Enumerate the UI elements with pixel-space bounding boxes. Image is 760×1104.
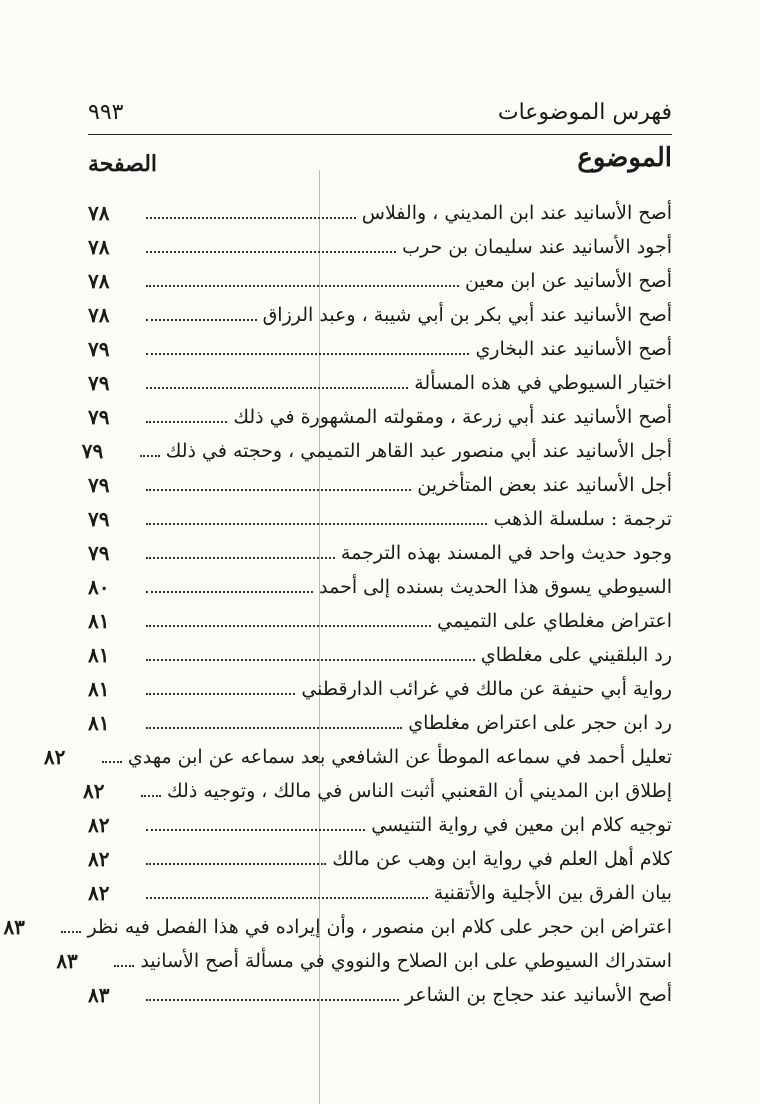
entry-page: ٧٩ (88, 541, 110, 565)
index-entry (88, 842, 672, 876)
entry-title: أصح الأسانيد عن ابن معين (464, 270, 672, 292)
entry-page: ٨٣ (88, 983, 110, 1007)
entry-title: اختيار السيوطي في هذه المسألة (414, 372, 672, 394)
index-entry (83, 774, 672, 808)
dot-leader (146, 421, 227, 423)
entry-page: ٨٣ (56, 949, 78, 973)
entry-page: ٧٩ (81, 439, 104, 463)
entry-title: أصح الأسانيد عند البخاري (475, 338, 672, 360)
entry-page: ٨٢ (43, 745, 66, 769)
dot-leader (146, 489, 411, 491)
index-entry (88, 264, 672, 298)
entry-title: إطلاق ابن المديني أن القعنبي أثبت الناس في مالك ، وتوجيه ذلك (167, 780, 672, 802)
dot-leader (146, 659, 475, 661)
dot-leader (146, 217, 356, 219)
entry-page: ٨٢ (88, 847, 110, 871)
entry-page: ٧٨ (88, 303, 110, 327)
dot-leader (146, 999, 399, 1001)
index-entry (88, 876, 672, 910)
entry-page: ٨١ (88, 711, 110, 735)
dot-leader (146, 829, 365, 831)
entry-page: ٨٢ (88, 881, 110, 905)
index-entry (43, 740, 672, 774)
entry-title: أصح الأسانيد عند حجاج بن الشاعر (404, 984, 672, 1006)
entry-page: ٧٩ (88, 405, 110, 429)
entry-page: ٧٨ (88, 201, 110, 225)
entry-title: أجل الأسانيد عند أبي منصور عبد القاهر التميمي ، وحجته في ذلك (165, 440, 672, 462)
entry-title: بيان الفرق بين الأجلية والأتقنية (433, 882, 672, 904)
index-entry (88, 332, 672, 366)
index-entry (88, 502, 672, 536)
header-rule (88, 134, 672, 135)
entry-page: ٨١ (88, 677, 110, 701)
index-entry (3, 910, 672, 944)
entry-title: اعتراض ابن حجر على كلام ابن منصور ، وأن إيراده في هذا الفصل فيه نظر (87, 916, 672, 938)
index-entry (88, 978, 672, 1012)
index-entry (88, 196, 672, 230)
entry-title: أصح الأسانيد عند ابن المديني ، والفلاس (361, 202, 672, 224)
index-entry (88, 638, 672, 672)
entry-page: ٨٣ (3, 915, 25, 939)
dot-leader (102, 761, 122, 763)
index-entry (88, 570, 672, 604)
entry-title: كلام أهل العلم في رواية ابن وهب عن مالك (332, 848, 672, 870)
dot-leader (146, 693, 295, 695)
dot-leader (146, 387, 408, 389)
dot-leader (146, 251, 396, 253)
column-headers (88, 143, 672, 187)
entry-title: توجيه كلام ابن معين في رواية التنيسي (371, 814, 672, 836)
index-entries (3, 196, 672, 1012)
entry-title: أجود الأسانيد عند سليمان بن حرب (402, 236, 672, 258)
index-entry (88, 400, 672, 434)
topic-column-label: الموضوع (577, 143, 672, 173)
index-entry (88, 808, 672, 842)
index-entry (88, 230, 672, 264)
entry-page: ٨٢ (83, 779, 105, 803)
page-number: ٩٩٣ (88, 100, 124, 125)
index-entry (88, 672, 672, 706)
dot-leader (141, 795, 161, 797)
dot-leader (61, 931, 81, 933)
entry-title: أجل الأسانيد عند بعض المتأخرين (417, 474, 672, 496)
entry-page: ٧٨ (88, 269, 110, 293)
dot-leader (146, 319, 257, 321)
dot-leader (146, 727, 402, 729)
index-entry (88, 468, 672, 502)
dot-leader (146, 625, 431, 627)
dot-leader (140, 455, 160, 457)
dot-leader (146, 897, 428, 899)
page-column-label: الصفحة (88, 151, 158, 177)
entry-title: رواية أبي حنيفة عن مالك في غرائب الدارقطني (301, 678, 672, 700)
dot-leader (146, 863, 326, 865)
dot-leader (146, 285, 459, 287)
entry-page: ٨١ (88, 609, 110, 633)
dot-leader (146, 591, 313, 593)
entry-title: رد ابن حجر على اعتراض مغلطاي (408, 712, 672, 734)
entry-title: وجود حديث واحد في المسند بهذه الترجمة (340, 542, 672, 564)
index-entry (81, 434, 672, 468)
dot-leader (114, 965, 134, 967)
entry-page: ٧٩ (88, 507, 110, 531)
index-entry (88, 536, 672, 570)
entry-page: ٧٩ (88, 371, 110, 395)
index-entry (88, 298, 672, 332)
running-header (88, 100, 672, 134)
dot-leader (146, 557, 335, 559)
index-entry (88, 706, 672, 740)
entry-page: ٧٨ (88, 235, 110, 259)
entry-page: ٨٢ (88, 813, 110, 837)
entry-page: ٧٩ (88, 337, 110, 361)
index-entry (88, 366, 672, 400)
entry-page: ٧٩ (88, 473, 110, 497)
entry-title: السيوطي يسوق هذا الحديث بسنده إلى أحمد (319, 576, 672, 598)
entry-title: استدراك السيوطي على ابن الصلاح والنووي في مسألة أصح الأسانيد (140, 950, 672, 972)
dot-leader (146, 523, 487, 525)
index-entry (56, 944, 672, 978)
running-title: فهرس الموضوعات (497, 100, 672, 125)
index-entry (88, 604, 672, 638)
entry-title: تعليل أحمد في سماعه الموطأ عن الشافعي بعد سماعه عن ابن مهدي (127, 746, 672, 768)
entry-title: اعتراض مغلطاي على التميمي (437, 610, 672, 632)
entry-title: أصح الأسانيد عند أبي بكر بن أبي شيبة ، وعبد الرزاق (262, 304, 672, 326)
dot-leader (146, 353, 469, 355)
entry-title: أصح الأسانيد عند أبي زرعة ، ومقولته المشهورة في ذلك (233, 406, 672, 428)
entry-title: رد البلقيني على مغلطاي (480, 644, 672, 666)
entry-title: ترجمة : سلسلة الذهب (493, 508, 672, 530)
entry-page: ٨١ (88, 643, 110, 667)
entry-page: ٨٠ (88, 575, 110, 599)
